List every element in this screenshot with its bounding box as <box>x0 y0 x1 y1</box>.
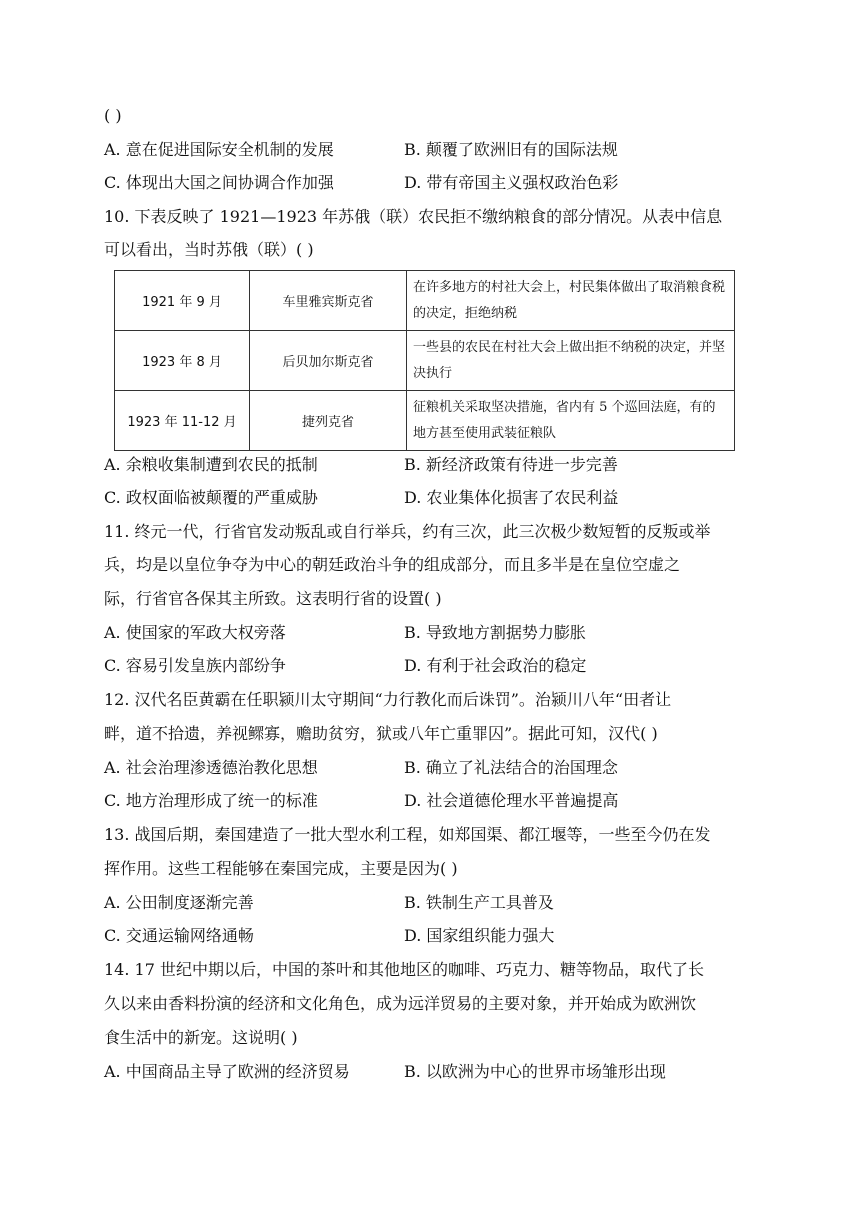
q10-option-b[interactable]: B. 新经济政策有待进一步完善 <box>404 455 618 474</box>
q10-option-a[interactable]: A. 余粮收集制遭到农民的抵制 <box>104 455 318 474</box>
table-cell-desc: 一些县的农民在村社大会上做出拒不纳税的决定，并坚决执行 <box>407 331 735 391</box>
q14-option-a[interactable]: A. 中国商品主导了欧洲的经济贸易 <box>104 1062 350 1081</box>
q11-option-b[interactable]: B. 导致地方割据势力膨胀 <box>404 623 586 642</box>
q10-option-d[interactable]: D. 农业集体化损害了农民利益 <box>404 488 619 507</box>
q14-stem-line1: 14. 17 世纪中期以后，中国的茶叶和其他地区的咖啡、巧克力、糖等物品，取代了长 <box>104 960 704 979</box>
q13-stem-line2: 挥作用。这些工程能够在秦国完成，主要是因为( ) <box>104 859 458 878</box>
q11-stem-line2: 兵，均是以皇位争夺为中心的朝廷政治斗争的组成部分，而且多半是在皇位空虚之 <box>104 555 681 574</box>
table-cell-date: 1921 年 9 月 <box>115 271 250 331</box>
q14-stem-line3: 食生活中的新宠。这说明( ) <box>104 1028 298 1047</box>
q9-option-c[interactable]: C. 体现出大国之间协调合作加强 <box>104 173 334 192</box>
table-row <box>115 271 735 331</box>
table-cell-place: 捷列克省 <box>250 391 407 451</box>
table-row <box>115 391 735 451</box>
q14-option-b[interactable]: B. 以欧洲为中心的世界市场雏形出现 <box>404 1062 666 1081</box>
q13-option-d[interactable]: D. 国家组织能力强大 <box>404 926 555 945</box>
q11-stem-line3: 际，行省官各保其主所致。这表明行省的设置( ) <box>104 589 442 608</box>
q11-option-d[interactable]: D. 有利于社会政治的稳定 <box>404 656 587 675</box>
q12-option-a[interactable]: A. 社会治理渗透德治教化思想 <box>104 758 318 777</box>
table-cell-place: 后贝加尔斯克省 <box>250 331 407 391</box>
q9-option-b[interactable]: B. 颠覆了欧洲旧有的国际法规 <box>404 140 618 159</box>
q11-option-a[interactable]: A. 使国家的军政大权旁落 <box>104 623 286 642</box>
table-cell-place: 车里雅宾斯克省 <box>250 271 407 331</box>
q9-option-d[interactable]: D. 带有帝国主义强权政治色彩 <box>404 173 619 192</box>
table-cell-date: 1923 年 11-12 月 <box>115 391 250 451</box>
q12-option-d[interactable]: D. 社会道德伦理水平普遍提高 <box>404 791 619 810</box>
q11-stem-line1: 11. 终元一代，行省官发动叛乱或自行举兵，约有三次，此三次极少数短暂的反叛或举 <box>104 522 711 541</box>
q12-option-c[interactable]: C. 地方治理形成了统一的标准 <box>104 791 318 810</box>
q10-table <box>114 270 735 451</box>
q12-stem-line1: 12. 汉代名臣黄霸在任职颍川太守期间“力行教化而后诛罚”。治颍川八年“田者让 <box>104 690 672 709</box>
q10-option-c[interactable]: C. 政权面临被颠覆的严重威胁 <box>104 488 318 507</box>
q11-option-c[interactable]: C. 容易引发皇族内部纷争 <box>104 656 286 675</box>
q10-stem-line2: 可以看出，当时苏俄（联）( ) <box>104 240 314 259</box>
table-cell-desc: 征粮机关采取坚决措施，省内有 5 个巡回法庭，有的地方甚至使用武装征粮队 <box>407 391 735 451</box>
q12-stem-line2: 畔，道不拾遗，养视鳏寡，赡助贫穷，狱或八年亡重罪囚”。据此可知，汉代( ) <box>104 724 658 743</box>
table-cell-date: 1923 年 8 月 <box>115 331 250 391</box>
q13-option-c[interactable]: C. 交通运输网络通畅 <box>104 926 254 945</box>
table-row <box>115 331 735 391</box>
q14-stem-line2: 久以来由香料扮演的经济和文化角色，成为远洋贸易的主要对象，并开始成为欧洲饮 <box>104 994 697 1013</box>
q13-stem-line1: 13. 战国后期，秦国建造了一批大型水利工程，如郑国渠、都江堰等，一些至今仍在发 <box>104 825 711 844</box>
q12-option-b[interactable]: B. 确立了礼法结合的治国理念 <box>404 758 618 777</box>
q13-option-b[interactable]: B. 铁制生产工具普及 <box>404 893 554 912</box>
q9-option-a[interactable]: A. 意在促进国际安全机制的发展 <box>104 140 334 159</box>
q10-stem-line1: 10. 下表反映了 1921—1923 年苏俄（联）农民拒不缴纳粮食的部分情况。从表中信息 <box>104 207 723 226</box>
table-cell-desc: 在许多地方的村社大会上，村民集体做出了取消粮食税的决定，拒绝纳税 <box>407 271 735 331</box>
q9-stem-tail: ( ) <box>104 106 122 125</box>
q13-option-a[interactable]: A. 公田制度逐渐完善 <box>104 893 254 912</box>
